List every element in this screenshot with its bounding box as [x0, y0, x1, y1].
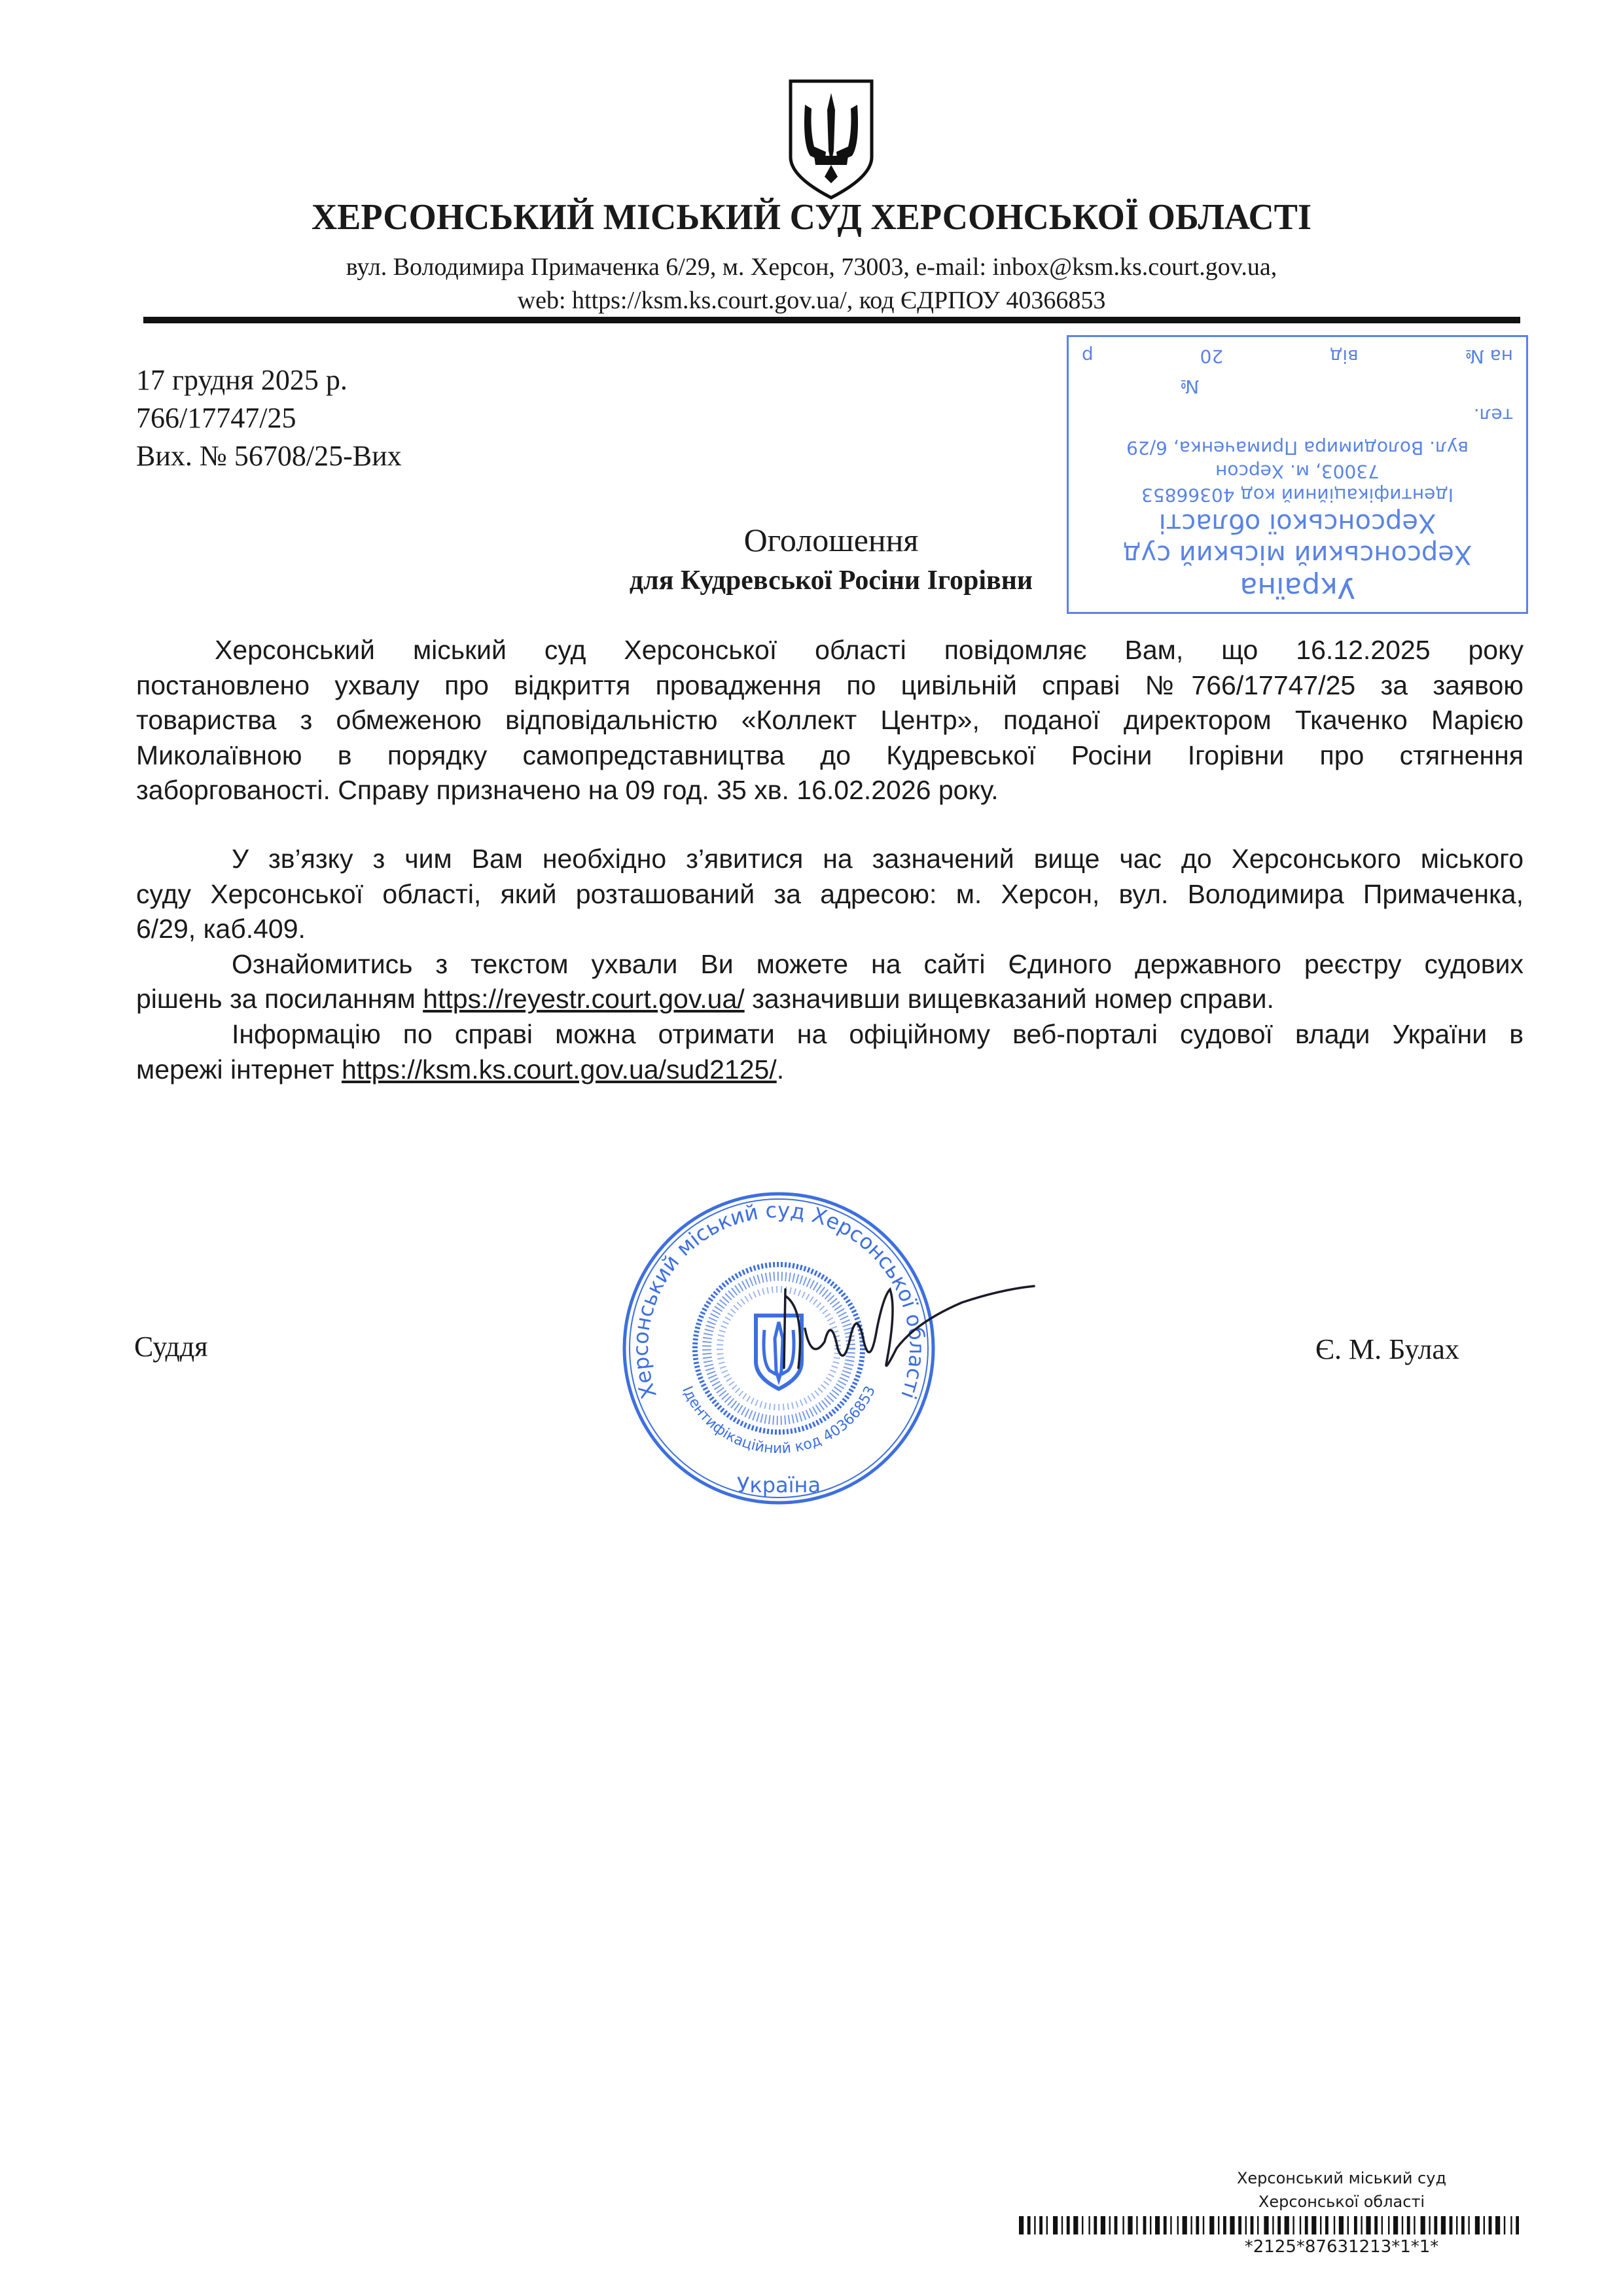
judge-role: Суддя: [134, 1331, 208, 1363]
barcode-bar: [1082, 2216, 1083, 2234]
stamp-country: Україна: [1240, 571, 1355, 604]
barcode-bar: [1354, 2216, 1357, 2234]
judge-signature: [766, 1270, 1041, 1401]
stamp-bottom-row: [1082, 346, 1513, 366]
barcode-bar: [1027, 2216, 1031, 2234]
text-line: постановлено ухвалу про відкриття провадження по цивільній справі №766/17747/25 за заявою: [136, 670, 1524, 700]
barcode-bar: [1190, 2216, 1192, 2234]
text-line: суду Херсонської області, який розташований за адресою: м. Херсон, вул. Володимира Примаченка,: [136, 878, 1524, 909]
barcode-bar: [1374, 2216, 1378, 2234]
barcode-bar: [1325, 2216, 1329, 2234]
barcode-bar: [1429, 2216, 1430, 2234]
text-fragment: зазначивши вищевказаний номер справи.: [744, 984, 1274, 1014]
barcode-bar: [1277, 2216, 1281, 2234]
barcode-bar: [1230, 2216, 1234, 2234]
judge-name: Є. М. Булах: [1315, 1333, 1459, 1365]
stamp-line2: Херсонської області: [1158, 508, 1436, 538]
barcode-bar: [1393, 2216, 1398, 2234]
barcode-bar: [1264, 2216, 1268, 2234]
text-line: Інформацію по справі можна отримати на офіційному веб-порталі судової влади України в: [232, 1018, 1524, 1049]
barcode-bar: [1223, 2216, 1226, 2234]
seal-country-text: Україна: [736, 1473, 821, 1498]
text-fragment: рішень за посиланням: [136, 984, 423, 1014]
barcode-bar: [1177, 2216, 1179, 2234]
barcode-bar: [1155, 2216, 1160, 2234]
barcode-bar: [1311, 2216, 1316, 2234]
document-date: 17 грудня 2025 р.: [136, 364, 348, 396]
outgoing-number: Вих. № 56708/25-Вих: [136, 440, 402, 472]
text-line: Ознайомитись з текстом ухвали Ви можете на сайті Єдиного державного реєстру судових: [232, 948, 1524, 979]
announcement-recipient: для Кудревської Росіни Ігорівни: [629, 565, 1033, 596]
stamp-year: 20: [1200, 346, 1224, 367]
case-number: 766/17747/25: [136, 402, 296, 434]
barcode-bar: [1196, 2216, 1199, 2234]
barcode-bar: [1347, 2216, 1349, 2234]
stamp-street: вул. Володимира Примаченка, 6/29: [1126, 437, 1469, 459]
barcode-bar: [1450, 2216, 1453, 2234]
barcode-bar: [1489, 2216, 1492, 2234]
barcode-bar: [1039, 2216, 1043, 2234]
court-address: вул. Володимира Примаченка 6/29, м. Херсон, 73003, e-mail: inbox@ksm.ks.court.gov.ua,: [346, 253, 1277, 281]
registry-link[interactable]: https://reyestr.court.gov.ua/: [423, 984, 745, 1014]
stamp-phone: тел.: [1473, 404, 1513, 426]
text-line: 6/29, каб.409.: [136, 914, 306, 944]
barcode-bar: [1504, 2216, 1505, 2234]
text-fragment: мережі інтернет: [136, 1054, 342, 1085]
barcode-bar: [1510, 2216, 1512, 2234]
barcode-bar: [1320, 2216, 1321, 2234]
barcode-bar: [1128, 2216, 1132, 2234]
barcode-bar: [1094, 2216, 1097, 2234]
barcode-bar: [1414, 2216, 1415, 2234]
barcode-bar: [1046, 2216, 1048, 2234]
announcement-body: [136, 633, 1524, 1087]
barcode-bar: [1238, 2216, 1241, 2234]
header-divider: [143, 317, 1520, 323]
paragraph-registry: [136, 947, 1524, 1017]
barcode-bar: [1468, 2216, 1469, 2234]
barcode-bar: [1305, 2216, 1308, 2234]
barcode-bar: [1143, 2216, 1147, 2234]
barcode-bar: [1272, 2216, 1274, 2234]
barcode-bar: [1434, 2216, 1437, 2234]
barcode-bar: [1183, 2216, 1187, 2234]
barcode-bar: [1293, 2216, 1294, 2234]
barcode-bar: [1019, 2216, 1024, 2234]
barcode-bar: [1067, 2216, 1070, 2234]
barcode-bar: [1209, 2216, 1214, 2234]
barcode-bar: [1402, 2216, 1403, 2234]
barcode-bar: [1461, 2216, 1465, 2234]
stamp-from: від: [1330, 346, 1359, 367]
barcode-bar: [1122, 2216, 1124, 2234]
barcode-bar: [1407, 2216, 1410, 2234]
barcode-bar: [1053, 2216, 1058, 2234]
paragraph-portal: [136, 1017, 1524, 1087]
barcode-bar: [1101, 2216, 1105, 2234]
seal-code-text: Ідентифікаційний код 40366853: [678, 1383, 880, 1458]
paragraph-appearance: [136, 842, 1524, 947]
court-web-and-code: web: https://ksm.ks.court.gov.ua/, код ЄДРПОУ 40366853: [517, 287, 1106, 314]
barcode-bar: [1339, 2216, 1344, 2234]
barcode-bar: [1115, 2216, 1118, 2234]
barcode-bar: [1300, 2216, 1301, 2234]
text-line: товариства з обмеженою відповідальністю «Коллект Центр», поданої директором Ткаченко Марією: [136, 705, 1524, 736]
barcode-bar: [1218, 2216, 1219, 2234]
barcode-caption-line1: Херсонський міський суд: [1236, 2169, 1447, 2187]
barcode-bar: [1484, 2216, 1485, 2234]
barcode-bar: [1136, 2216, 1137, 2234]
stamp-year-suffix: р: [1082, 346, 1094, 367]
barcode-bar: [1441, 2216, 1446, 2234]
barcode-bar: [1361, 2216, 1362, 2234]
text-line: [136, 1052, 1524, 1088]
barcode-bar: [1203, 2216, 1204, 2234]
text-line: заборгованості. Справу призначено на 09 год. 35 хв. 16.02.2026 року.: [136, 775, 999, 806]
court-portal-link[interactable]: https://ksm.ks.court.gov.ua/sud2125/: [342, 1054, 777, 1085]
barcode-caption-line2: Херсонської області: [1258, 2193, 1425, 2211]
barcode-bar: [1388, 2216, 1389, 2234]
barcode-bar: [1150, 2216, 1151, 2234]
paragraph-hearing-notice: [136, 633, 1524, 808]
barcode-bar: [1245, 2216, 1247, 2234]
stamp-code: Ідентифікаційний код 40366853: [1141, 484, 1454, 506]
barcode-bar: [1516, 2216, 1519, 2234]
text-line: Херсонський міський суд Херсонської області повідомляє Вам, що 16.12.2025 року: [215, 635, 1524, 665]
barcode-bar: [1382, 2216, 1383, 2234]
stamp-postcode: 73003, м. Херсон: [1215, 461, 1380, 482]
barcode-bar: [1285, 2216, 1289, 2234]
barcode-bar: [1170, 2216, 1171, 2234]
barcode-bar: [1334, 2216, 1335, 2234]
text-line: У зв’язку з чим Вам необхідно з’явитися на зазначений вище час до Херсонського міського: [232, 843, 1524, 874]
barcode-bar: [1251, 2216, 1254, 2234]
coat-of-arms-icon: [788, 79, 874, 200]
barcode-bar: [1456, 2216, 1457, 2234]
text-line: Миколаївною в порядку самопредставництва до Кудревської Росіни Ігорівни про стягнення: [136, 740, 1524, 770]
text-line: [136, 982, 1524, 1017]
seal-outer-text: Херсонський міський суд Херсонської області: [628, 1197, 930, 1403]
barcode-bar: [1073, 2216, 1078, 2234]
barcode-number: *2125*87631213*1*1*: [1244, 2237, 1439, 2257]
barcode-bar: [1088, 2216, 1090, 2234]
barcode-bar: [1495, 2216, 1500, 2234]
document-barcode: [1019, 2216, 1520, 2234]
court-name-heading: ХЕРСОНСЬКИЙ МІСЬКИЙ СУД ХЕРСОНСЬКОЇ ОБЛАСТІ: [311, 197, 1312, 238]
barcode-bar: [1109, 2216, 1111, 2234]
barcode-bar: [1164, 2216, 1167, 2234]
barcode-bar: [1034, 2216, 1035, 2234]
text-fragment: .: [776, 1054, 785, 1085]
stamp-reply: на №: [1465, 346, 1513, 367]
stamp-number: №: [1180, 376, 1200, 397]
barcode-bar: [1257, 2216, 1258, 2234]
announcement-title: Оголошення: [743, 522, 919, 558]
barcode-bar: [1366, 2216, 1370, 2234]
barcode-bar: [1475, 2216, 1480, 2234]
barcode-bar: [1421, 2216, 1425, 2234]
barcode-bar: [1061, 2216, 1063, 2234]
stamp-line1: Херсонський міський суд: [1122, 539, 1472, 569]
